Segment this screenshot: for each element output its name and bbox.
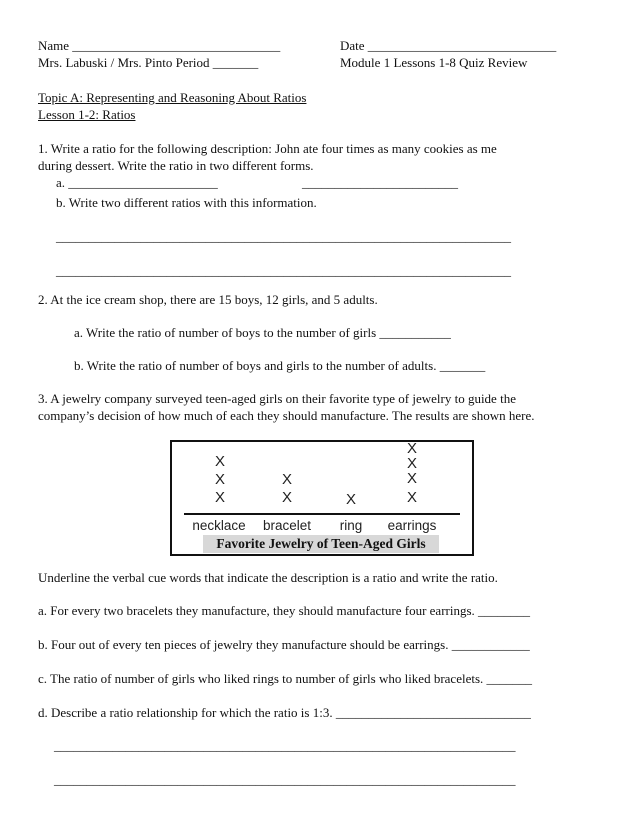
q1-part-a-blank1: a. _______________________ <box>56 175 218 190</box>
x-mark: X <box>406 470 417 487</box>
q1-answer-line1: ______________________________________________________________________ <box>56 229 511 244</box>
category-label-bracelet: bracelet <box>262 518 312 533</box>
q1-text-line2: during dessert. Write the ratio in two different forms. <box>38 158 314 173</box>
q2-part-a: a. Write the ratio of number of boys to the number of girls ___________ <box>74 325 451 340</box>
plot-baseline <box>184 513 460 515</box>
x-mark: X <box>281 471 292 488</box>
category-label-necklace: necklace <box>192 518 246 533</box>
x-mark: X <box>281 489 292 506</box>
category-label-ring: ring <box>339 518 363 533</box>
part-b: b. Four out of every ten pieces of jewelry they manufacture should be earrings. ____________ <box>38 637 530 652</box>
x-mark: X <box>406 455 417 472</box>
x-mark: X <box>406 489 417 506</box>
jewelry-line-plot <box>170 440 474 556</box>
q3-text-line2: company’s decision of how much of each they should manufacture. The results are shown here. <box>38 408 535 423</box>
part-d: d. Describe a ratio relationship for which the ratio is 1:3. ______________________________ <box>38 705 531 720</box>
x-mark: X <box>214 453 225 470</box>
figure-title: Favorite Jewelry of Teen-Aged Girls <box>203 535 439 553</box>
topic-heading: Topic A: Representing and Reasoning About Ratios <box>38 90 307 105</box>
q1-part-a-blank2: ________________________ <box>302 175 458 190</box>
q1-text-line1: 1. Write a ratio for the following description: John ate four times as many cookies as me <box>38 141 497 156</box>
part-d-answer-line1: _______________________________________________________________________ <box>54 738 516 753</box>
q1-answer-line2: ______________________________________________________________________ <box>56 263 511 278</box>
q1-part-b-text: b. Write two different ratios with this information. <box>56 195 317 210</box>
x-mark: X <box>214 471 225 488</box>
x-mark: X <box>406 440 417 457</box>
quiz-title: Module 1 Lessons 1-8 Quiz Review <box>340 55 528 70</box>
date-field-line: Date _____________________________ <box>340 38 557 53</box>
part-d-answer-line2: _______________________________________________________________________ <box>54 772 516 787</box>
part-c: c. The ratio of number of girls who liked rings to number of girls who liked bracelets. _______ <box>38 671 533 686</box>
teacher-period-line: Mrs. Labuski / Mrs. Pinto Period _______ <box>38 55 259 70</box>
lesson-heading: Lesson 1-2: Ratios <box>38 107 136 122</box>
x-mark: X <box>345 491 356 508</box>
underline-instruction: Underline the verbal cue words that indicate the description is a ratio and write the ratio. <box>38 570 498 585</box>
q2-part-b: b. Write the ratio of number of boys and girls to the number of adults. _______ <box>74 358 486 373</box>
x-mark: X <box>214 489 225 506</box>
category-label-earrings: earrings <box>387 518 437 533</box>
part-a: a. For every two bracelets they manufacture, they should manufacture four earrings. ________ <box>38 603 531 618</box>
q3-text-line1: 3. A jewelry company surveyed teen-aged girls on their favorite type of jewelry to guide the <box>38 391 516 406</box>
q2-text: 2. At the ice cream shop, there are 15 boys, 12 girls, and 5 adults. <box>38 292 378 307</box>
name-field-line: Name ________________________________ <box>38 38 281 53</box>
